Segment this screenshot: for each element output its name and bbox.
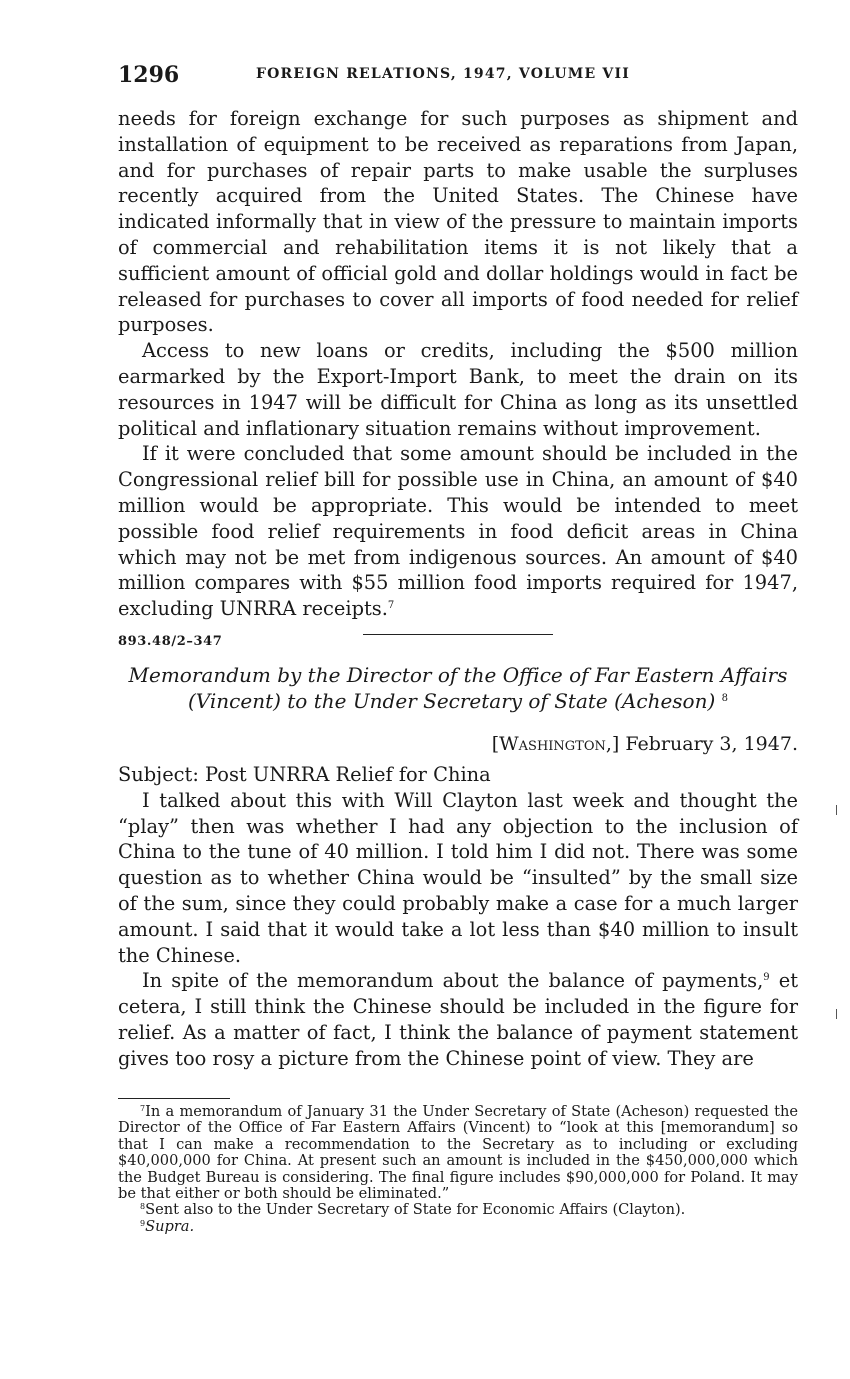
dateline-place: [Washington,] xyxy=(491,733,620,755)
footnote-ref: 8 xyxy=(721,693,729,704)
section-divider xyxy=(363,634,553,635)
continuation-text xyxy=(118,106,798,635)
footnote-ref: 9 xyxy=(763,972,770,984)
file-number: 893.48/2–347 xyxy=(118,634,223,649)
paragraph-text: In spite of the memorandum about the balance of payments, xyxy=(142,969,764,993)
paragraph: needs for foreign exchange for such purposes as shipment and installation of equipment to be received as reparations from Japan, and for purchases of repair parts to make usable the surpluses recently acquired from the United States. The Chinese have indicated informally that in view of the pressure to maintain imports of commercial and rehabilitation items it is not likely that a sufficient amount of official gold and dollar holdings would in fact be released for purchases to cover all imports of food needed for relief purposes. xyxy=(118,107,798,337)
document-title xyxy=(118,662,798,714)
footnote-text: In a memorandum of January 31 the Under Secretary of State (Acheson) requested the Director of the Office of Far Eastern Affairs (Vincent) to “look at this [memorandum] so that I can make a recommendation to the Secretary as to including or excluding $40,000,000 for China. At present such an amount is included in the $450,000,000 which the Budget Bureau is considering. The final figure includes $90,000,000 for Poland. It may be that either or both should be eliminated.” xyxy=(118,1103,798,1203)
memorandum-body xyxy=(118,762,798,1072)
footnote-text: Sent also to the Under Secretary of State for Economic Affairs (Clayton). xyxy=(145,1201,686,1219)
paragraph: I talked about this with Will Clayton last week and thought the “play” then was whether I had any objection to the inclusion of China to the tune of 40 million. I told him I did not. There was some question as to whether China would be “insulted” by the small size of the sum, since they could probably make a case for a much larger amount. I said that it would take a lot less than $40 million to insult the Chinese. xyxy=(118,788,798,967)
paragraph: Access to new loans or credits, including the $500 million earmarked by the Export-Import Bank, to meet the drain on its resources in 1947 will be difficult for China as long as its unsettled political and inflationary situation remains without improvement. xyxy=(118,339,798,440)
page-number: 1296 xyxy=(118,62,180,88)
subject-line: Subject: Post UNRRA Relief for China xyxy=(118,763,491,786)
paragraph-text: et cetera, I still think the Chinese should be included in the figure for relief. As a matter of fact, I think the balance of payment statement gives too rosy a picture from the Chinese point of view. They are xyxy=(118,969,799,1070)
footnote xyxy=(118,1219,798,1235)
paragraph-text: If it were concluded that some amount should be included in the Congressional relief bill for possible use in China, an amount of $40 million would be appropriate. This would be intended to meet possible food relief requirements in food deficit areas in China which may not be met from indigenous sources. An amount of $40 million compares with $55 million food imports required for 1947, excluding UNRRA receipts. xyxy=(118,442,798,621)
dateline-date: February 3, 1947. xyxy=(625,733,798,755)
footnote-text: Supra. xyxy=(145,1217,195,1235)
margin-mark xyxy=(836,805,837,815)
footnotes xyxy=(118,1104,798,1235)
running-head: FOREIGN RELATIONS, 1947, VOLUME VII xyxy=(256,66,630,82)
footnote-ref: 7 xyxy=(387,600,395,612)
paragraph xyxy=(118,968,798,1071)
footnote xyxy=(118,1202,798,1218)
footnote-mark: 7 xyxy=(140,1104,146,1113)
footnote-mark: 9 xyxy=(140,1218,146,1228)
page-header xyxy=(118,62,798,92)
title-line-2 xyxy=(118,688,798,714)
footnote xyxy=(118,1104,798,1202)
title-line: Memorandum by the Director of the Office of Far Eastern Affairs xyxy=(128,663,788,687)
footnote-mark: 8 xyxy=(140,1202,146,1212)
footnote-divider xyxy=(118,1098,230,1099)
paragraph xyxy=(118,441,798,622)
margin-mark xyxy=(836,1009,837,1019)
dateline xyxy=(492,733,798,755)
title-line-text: (Vincent) to the Under Secretary of State (Acheson) xyxy=(187,689,716,713)
